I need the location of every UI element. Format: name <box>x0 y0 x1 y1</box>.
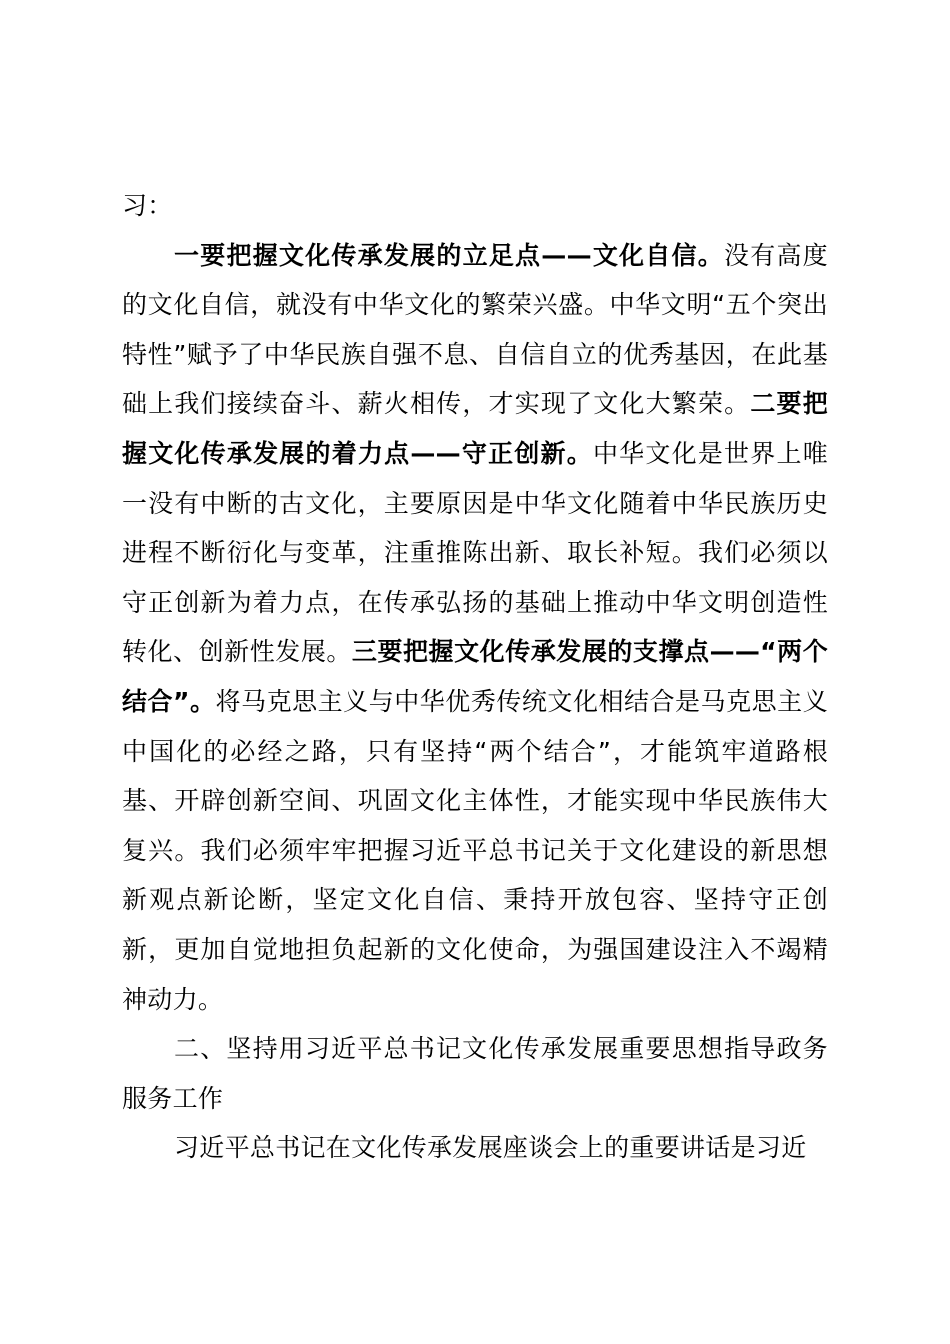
document-body <box>122 181 828 1173</box>
point-one-text: 没有高度的文化自信，就没有中华文化的繁荣兴盛。中华文明“五个突出特性”赋予了中华民族自强不息、自信自立的优秀基因，在此基础上我们接续奋斗、薪火相传，才实现了文化大繁荣。 <box>122 240 828 419</box>
continuation-line: 习： <box>122 191 173 220</box>
paragraph-speech-continuation: 习近平总书记在文化传承发展座谈会上的重要讲话是习近 <box>174 1133 807 1163</box>
point-two-heading: 二要把握文化传承发展的着力点——守正创新。 <box>122 389 829 468</box>
point-three-heading: 三要把握文化传承发展的支撑点——“两个结合”。 <box>122 637 828 716</box>
point-one-heading: 一要把握文化传承发展的立足点——文化自信。 <box>174 240 724 270</box>
section-heading-two: 二、坚持用习近平总书记文化传承发展重要思想指导政务服务工作 <box>122 1034 828 1113</box>
paragraph-cultural-inheritance <box>122 231 828 1025</box>
point-two-text: 中华文化是世界上唯一没有中断的古文化，主要原因是中华文化随着中华民族历史进程不断衍化与变革，注重推陈出新、取长补短。我们必须以守正创新为着力点，在传承弘扬的基础上推动中华文明创造性转化、创新性发展。 <box>122 438 828 667</box>
point-three-text: 将马克思主义与中华优秀传统文化相结合是马克思主义中国化的必经之路，只有坚持“两个结合”，才能筑牢道路根基、开辟创新空间、巩固文化主体性，才能实现中华民族伟大复兴。我们必须牢牢把握习近平总书记关于文化建设的新思想新观点新论断，坚定文化自信、秉持开放包容、坚持守正创新，更加自觉地担负起新的文化使命，为强国建设注入不竭精神动力。 <box>122 686 828 1014</box>
